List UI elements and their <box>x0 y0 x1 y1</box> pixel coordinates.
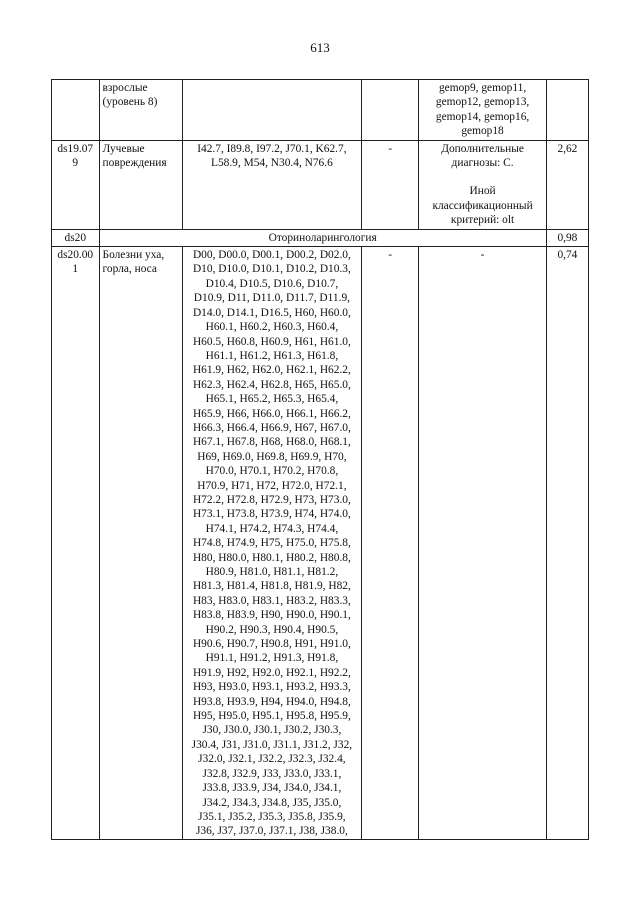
diagnosis-codes-line: D10.4, D10.5, D10.6, D10.7, <box>205 277 339 290</box>
diagnosis-codes-line: H91.1, H91.2, H91.3, H91.8, <box>205 652 339 665</box>
cell-diagnoses <box>182 80 361 141</box>
criteria-other: Иной классификационный критерий: olt <box>432 185 533 227</box>
cell-diagnoses: I42.7, I89.8, I97.2, J70.1, K62.7, L58.9, M54, N30.4, N76.6 <box>182 140 361 229</box>
diagnosis-codes-line: H70.9, H71, H72, H72.0, H72.1, <box>197 479 347 492</box>
table-row <box>52 247 589 840</box>
diagnosis-codes-line: H61.1, H61.2, H61.3, H61.8, <box>205 349 339 362</box>
diagnosis-codes-line: J34.2, J34.3, J34.8, J35, J35.0, <box>202 796 342 809</box>
diagnosis-codes-line: H70.0, H70.1, H70.2, H70.8, <box>205 465 339 478</box>
diagnosis-codes-line: D14.0, D14.1, D16.5, H60, H60.0, <box>192 306 351 319</box>
diagnosis-codes-line: H91.9, H92, H92.0, H92.1, H92.2, <box>192 666 351 679</box>
cell-diagnoses <box>182 247 361 840</box>
cell-services <box>362 80 419 141</box>
diagnosis-codes-line: H74.1, H74.2, H74.3, H74.4, <box>205 522 339 535</box>
cell-code: ds20 <box>52 229 100 246</box>
diagnosis-codes-line: H93.8, H93.9, H94, H94.0, H94.8, <box>192 695 351 708</box>
diagnosis-codes-line: H69, H69.0, H69.8, H69.9, H70, <box>197 450 347 463</box>
diagnosis-codes-line: J30, J30.0, J30.1, J30.2, J30.3, <box>202 724 342 737</box>
diagnosis-codes-line: J32.8, J32.9, J33, J33.0, J33.1, <box>202 767 342 780</box>
cell-code: ds19.079 <box>52 140 100 229</box>
tariff-table <box>51 79 589 840</box>
diagnosis-codes-line: D10, D10.0, D10.1, D10.2, D10.3, <box>192 263 351 276</box>
table-row <box>52 80 589 141</box>
table-row-profile <box>52 229 589 246</box>
diagnosis-codes-line: H66.3, H66.4, H66.9, H67, H67.0, <box>192 421 351 434</box>
criteria-additional-diagnoses: Дополнительные диагнозы: C. <box>441 142 524 170</box>
diagnosis-codes-line: H60.1, H60.2, H60.3, H60.4, <box>205 321 339 334</box>
page-number: 613 <box>310 40 330 55</box>
cell-criteria: - <box>419 247 546 840</box>
cell-coefficient: 0,74 <box>546 247 588 840</box>
diagnosis-codes-line: J36, J37, J37.0, J37.1, J38, J38.0, <box>195 825 348 838</box>
diagnosis-codes-line: J32.0, J32.1, J32.2, J32.3, J32.4, <box>198 753 346 766</box>
diagnosis-codes-line: H65.9, H66, H66.0, H66.1, H66.2, <box>192 407 351 420</box>
diagnosis-codes-line: H81.3, H81.4, H81.8, H81.9, H82, <box>192 580 351 593</box>
diagnosis-codes-line: J33.8, J33.9, J34, J34.0, J34.1, <box>202 782 342 795</box>
cell-criteria: gemop9, gemop11, gemop12, gemop13, gemop14, gemop16, gemop18 <box>419 80 546 141</box>
cell-code: ds20.001 <box>52 247 100 840</box>
diagnosis-codes-line: J30.4, J31, J31.0, J31.1, J31.2, J32, <box>191 738 353 751</box>
cell-coefficient: 0,98 <box>546 229 588 246</box>
diagnosis-codes-line: H83, H83.0, H83.1, H83.2, H83.3, <box>192 594 351 607</box>
diagnosis-codes-line: H72.2, H72.8, H72.9, H73, H73.0, <box>192 493 351 506</box>
diagnosis-codes-line: H65.1, H65.2, H65.3, H65.4, <box>205 393 339 406</box>
diagnosis-codes-line: H90.2, H90.3, H90.4, H90.5, <box>205 623 339 636</box>
table-row <box>52 140 589 229</box>
diagnosis-codes-line: H80, H80.0, H80.1, H80.2, H80.8, <box>192 551 351 564</box>
cell-coefficient <box>546 80 588 141</box>
cell-services: - <box>362 140 419 229</box>
diagnosis-codes-line: H95, H95.0, H95.1, H95.8, H95.9, <box>192 710 351 723</box>
diagnosis-codes-line: H93, H93.0, H93.1, H93.2, H93.3, <box>192 681 351 694</box>
cell-services: - <box>362 247 419 840</box>
cell-coefficient: 2,62 <box>546 140 588 229</box>
cell-code <box>52 80 100 141</box>
cell-group-name: Болезни уха, горла, носа <box>99 247 182 840</box>
diagnosis-codes-line: H62.3, H62.4, H62.8, H65, H65.0, <box>192 378 351 391</box>
diagnosis-codes-line: D00, D00.0, D00.1, D00.2, D02.0, <box>192 249 351 262</box>
diagnosis-codes-line: H80.9, H81.0, H81.1, H81.2, <box>205 566 339 578</box>
diagnosis-codes-line: H83.8, H83.9, H90, H90.0, H90.1, <box>192 609 351 622</box>
diagnosis-codes-line: H60.5, H60.8, H60.9, H61, H61.0, <box>192 335 351 348</box>
diagnosis-codes-line: J35.1, J35.2, J35.3, J35.8, J35.9, <box>198 810 346 823</box>
diagnosis-codes-line: H67.1, H67.8, H68, H68.0, H68.1, <box>192 436 351 449</box>
cell-profile-name: Оториноларингология <box>99 229 546 246</box>
diagnosis-codes-line: H73.1, H73.8, H73.9, H74, H74.0, <box>192 508 351 521</box>
cell-group-name: Лучевые повреждения <box>99 140 182 229</box>
cell-criteria <box>419 140 546 229</box>
cell-group-name: взрослые (уровень 8) <box>99 80 182 141</box>
diagnosis-codes-line: H74.8, H74.9, H75, H75.0, H75.8, <box>192 537 351 550</box>
diagnosis-codes-line: D10.9, D11, D11.0, D11.7, D11.9, <box>193 292 350 305</box>
diagnosis-codes-line: H61.9, H62, H62.0, H62.1, H62.2, <box>192 364 351 377</box>
diagnosis-codes-line: H90.6, H90.7, H90.8, H91, H91.0, <box>192 638 351 651</box>
